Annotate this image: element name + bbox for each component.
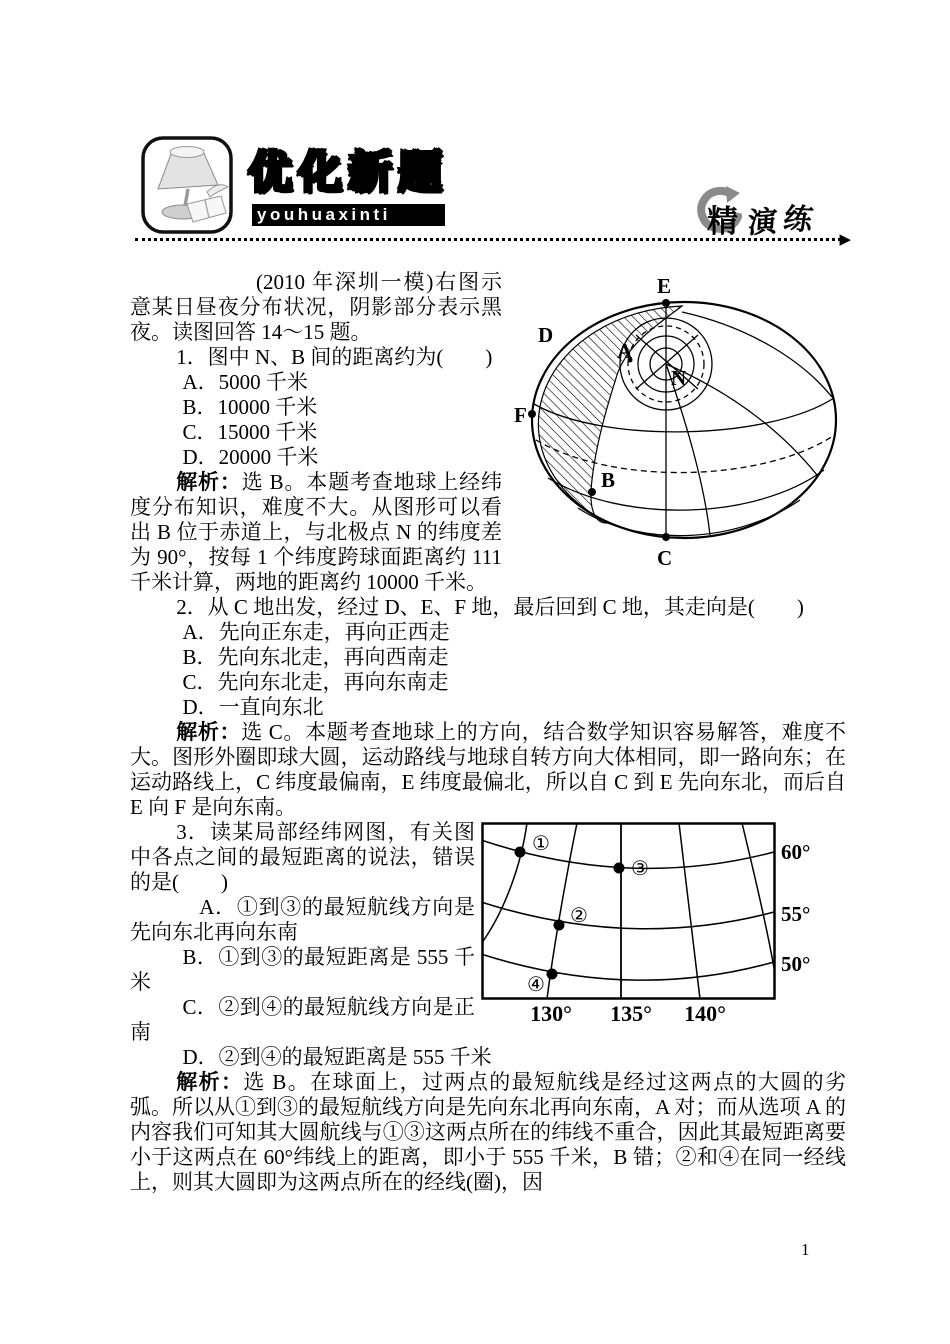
q2-option-c: C．先向东北走，再向东南走 — [182, 670, 449, 694]
q2-option-b: B．先向东北走，再向西南走 — [182, 645, 449, 669]
grid-svg — [481, 822, 846, 1027]
q2-analysis — [130, 720, 846, 820]
document-body — [130, 270, 846, 1195]
q3-option-a: A．①到③的最短航线方向是先向东北再向东南 — [130, 895, 475, 944]
q3-analysis-text: 选 B。在球面上，过两点的最短航线是经过这两点的大圆的劣弧。所以从①到③的最短航线方向是先向东北再向东南，A 对；而从选项 A 的内容我们可知其大圆航线与①③这两点所在的纬线不重合，因此其最短距离要小于这两点在 60°纬线上的距离，即小于 555 千米，B 错；②和④在同一经线上，则其大圆即为这两点所在的经线(圈)，因 — [130, 1070, 846, 1194]
question-3-block — [130, 820, 846, 1195]
brand-subtitle: youhuaxinti — [257, 205, 391, 224]
globe-label-N: N — [671, 366, 687, 390]
q1-analysis-text: 选 B。本题考查地球上经纬度分布知识，难度不大。从图形可以看出 B 位于赤道上，与北极点 N 的纬度差为 90°，按每 1 个纬度跨球面距离约 111 千米计算，两地的距离约 10000 千米。 — [130, 470, 502, 594]
point-label-2: ② — [570, 905, 588, 927]
analysis-label: 解析： — [176, 1071, 244, 1094]
q3-option-d: D．②到④的最短距离是 555 千米 — [182, 1045, 492, 1069]
point-label-4: ④ — [527, 974, 545, 996]
globe-label-B: B — [601, 468, 616, 492]
q2-option-a: A．先向正东走，再向正西走 — [182, 620, 450, 644]
latlon-grid-figure — [481, 822, 846, 1033]
globe-svg — [514, 272, 846, 574]
q2-analysis-text: 选 C。本题考查地球上的方向，结合数学知识容易解答，难度不大。图形外圈即球大圆，运动路线与地球自转方向大体相同，即一路向东；在运动路线上，C 纬度最偏南，E 纬度最偏北，所以自 C 到 E 先向东北，而后自 E 向 F 是向东南。 — [130, 720, 847, 819]
q3-option-c: C．②到④的最短航线方向是正南 — [130, 995, 475, 1044]
badge-char-jing: 精 — [707, 204, 738, 239]
point-label-1: ① — [532, 833, 550, 855]
page-number: 1 — [801, 1240, 810, 1259]
globe-label-E: E — [657, 274, 672, 298]
brand-subtitle-bar — [252, 204, 445, 226]
q2-option-d: D．一直向东北 — [182, 695, 324, 719]
q3-option-b: B．①到③的最短距离是 555 千米 — [130, 945, 475, 994]
lon-label-140: 140° — [684, 1001, 726, 1026]
q1-intro: (2010 年深圳一模)右图示意某日昼夜分布状况，阴影部分表示黑夜。读图回答 14～15 题。 — [130, 270, 502, 344]
lon-label-135: 135° — [610, 1001, 652, 1026]
q1-option-d: D．20000 千米 — [182, 445, 319, 469]
badge-char-lian: 练 — [781, 203, 816, 237]
latitude-labels — [781, 840, 810, 976]
globe-label-A: A — [617, 339, 633, 363]
arrow-tip-icon: ▶ — [839, 232, 851, 248]
q1-option-c: C．15000 千米 — [182, 420, 318, 444]
analysis-label: 解析： — [176, 721, 242, 744]
globe-label-C: C — [657, 546, 673, 570]
q3-analysis — [130, 1070, 846, 1195]
analysis-label: 解析： — [176, 471, 242, 494]
lat-label-60: 60° — [781, 840, 811, 864]
brand-title: 优化新题 — [248, 148, 448, 197]
longitude-labels — [530, 1001, 726, 1026]
question-2-block — [130, 595, 846, 820]
point-label-3: ③ — [631, 858, 649, 880]
q3-stem: 3．读某局部经纬网图，有关图中各点之间的最短距离的说法，错误的是( ) — [130, 820, 475, 894]
globe-day-night-figure — [514, 272, 846, 580]
q1-stem: 1．图中 N、B 间的距离约为( ) — [176, 345, 493, 369]
lon-label-130: 130° — [530, 1001, 572, 1026]
globe-label-D: D — [538, 323, 554, 347]
q2-stem: 2．从 C 地出发，经过 D、E、F 地，最后回到 C 地，其走向是( ) — [176, 595, 804, 619]
lat-label-55: 55° — [781, 902, 811, 926]
dotted-divider — [135, 224, 851, 248]
lat-label-50: 50° — [781, 952, 811, 976]
question-1-block — [130, 270, 846, 595]
globe-label-F: F — [514, 403, 527, 427]
badge-char-yan: 演 — [746, 206, 779, 240]
q1-option-a: A．5000 千米 — [182, 370, 308, 394]
q1-option-b: B．10000 千米 — [182, 395, 318, 419]
